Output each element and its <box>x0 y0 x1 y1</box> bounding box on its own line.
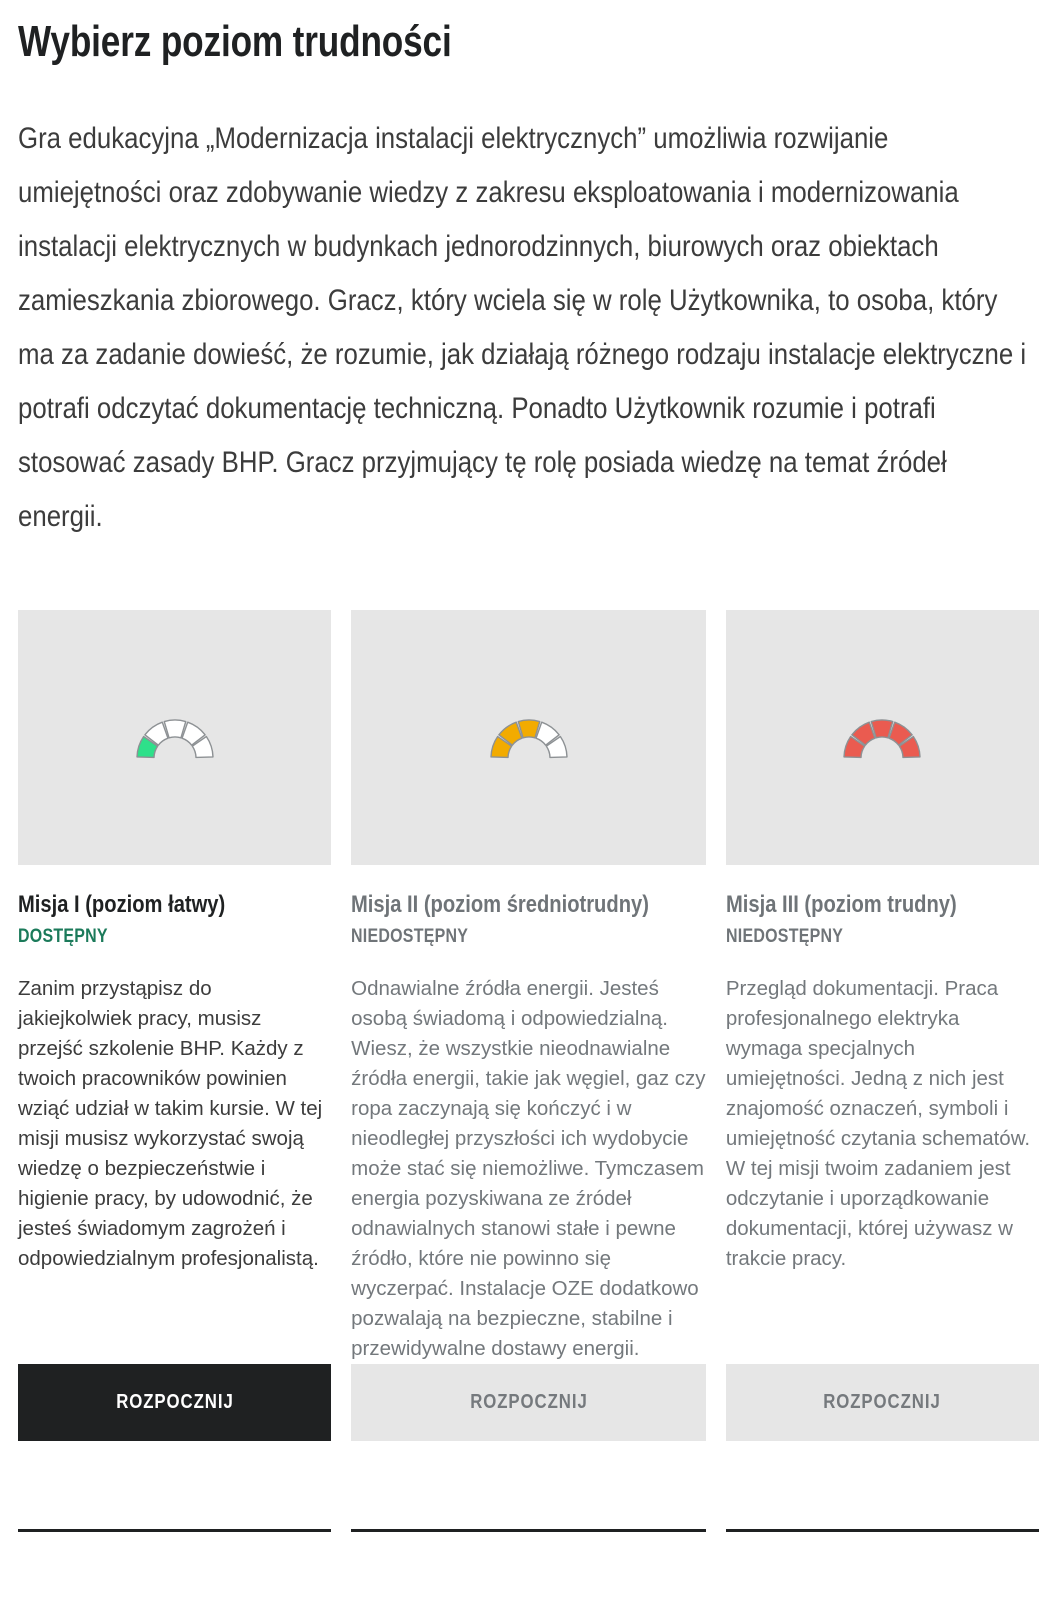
mission-card-3-title: Misja III (poziom trudny) <box>725 891 957 918</box>
mission-card-2-start-button[interactable] <box>351 1364 706 1441</box>
page-title: Wybierz poziom trudności <box>18 17 452 66</box>
mission-card-1-spacer <box>18 1274 331 1364</box>
mission-card-2-title: Misja II (poziom średniotrudny) <box>351 891 650 918</box>
mission-card-3-start-button-label: ROZPOCZNIJ <box>823 1391 942 1413</box>
mission-card-3-description: Przegląd dokumentacji. Praca profesjonalnego elektryka wymaga specjalnych umiejętności. Jedną z nich jest znajomość oznaczeń, symboli i umiejętność czytania schematów. W tej misji twoim zadaniem jest odczytanie i uporządkowanie dokumentacji, której używasz w trakcie pracy. <box>725 977 1031 1270</box>
mission-card-1-start-button[interactable] <box>18 1364 331 1441</box>
difficulty-gauge-icon <box>488 716 570 760</box>
mission-card-2-rule <box>351 1529 706 1532</box>
mission-card-1 <box>18 610 331 1532</box>
mission-card-1-title: Misja I (poziom łatwy) <box>18 891 226 918</box>
mission-card-3-rule <box>726 1529 1039 1532</box>
mission-card-2-status-badge: NIEDOSTĘPNY <box>351 926 469 947</box>
mission-card-1-status-badge: DOSTĘPNY <box>18 926 108 947</box>
mission-card-grid <box>18 610 1039 1532</box>
mission-card-3-spacer <box>726 1274 1039 1364</box>
mission-card-2-media <box>351 610 706 865</box>
mission-card-1-rule <box>18 1529 331 1532</box>
mission-card-1-start-button-label: ROZPOCZNIJ <box>115 1391 234 1413</box>
mission-card-2 <box>351 610 706 1532</box>
mission-card-3-status-badge: NIEDOSTĘPNY <box>725 926 844 947</box>
intro-paragraph: Gra edukacyjna „Modernizacja instalacji elektrycznych” umożliwia rozwijanie umiejętności oraz zdobywanie wiedzy z zakresu eksploatowania i modernizowania instalacji elektrycznych w budynkach jednorodzinnych, biurowych oraz obiektach zamieszkania zbiorowego. Gracz, który wciela się w rolę Użytkownika, to osoba, który ma za zadanie dowieść, że rozumie, jak działają różnego rodzaju instalacje elektryczne i potrafi odczytać dokumentację techniczną. Ponadto Użytkownik rozumie i potrafi stosować zasady BHP. Gracz przyjmujący tę rolę posiada wiedzę na temat źródeł energii. <box>18 122 1027 533</box>
mission-card-1-description: Zanim przystąpisz do jakiejkolwiek pracy, musisz przejść szkolenie BHP. Każdy z twoich pracowników powinien wziąć udział w takim kursie. W tej misji musisz wykorzystać swoją wiedzę o bezpieczeństwie i higienie pracy, by udowodnić, że jesteś świadomym zagrożeń i odpowiedzialnym profesjonalistą. <box>18 977 323 1270</box>
mission-card-2-start-button-label: ROZPOCZNIJ <box>469 1391 588 1413</box>
mission-card-2-description: Odnawialne źródła energii. Jesteś osobą świadomą i odpowiedzialną. Wiesz, że wszystkie nieodnawialne źródła energii, takie jak węgiel, gaz czy ropa zaczynają się kończyć i w nieodległej przyszłości ich wydobycie może stać się niemożliwe. Tymczasem energia pozyskiwana ze źródeł odnawialnych stanowi stałe i pewne źródło, które nie powinno się wyczerpać. Instalacje OZE dodatkowo pozwalają na bezpieczne, stabilne i przewidywalne dostawy energii. <box>351 977 706 1360</box>
mission-card-3-media <box>726 610 1039 865</box>
mission-card-1-media <box>18 610 331 865</box>
difficulty-gauge-icon <box>134 716 216 760</box>
difficulty-gauge-icon <box>841 716 923 760</box>
mission-card-3-start-button[interactable] <box>726 1364 1039 1441</box>
mission-card-3 <box>726 610 1039 1532</box>
